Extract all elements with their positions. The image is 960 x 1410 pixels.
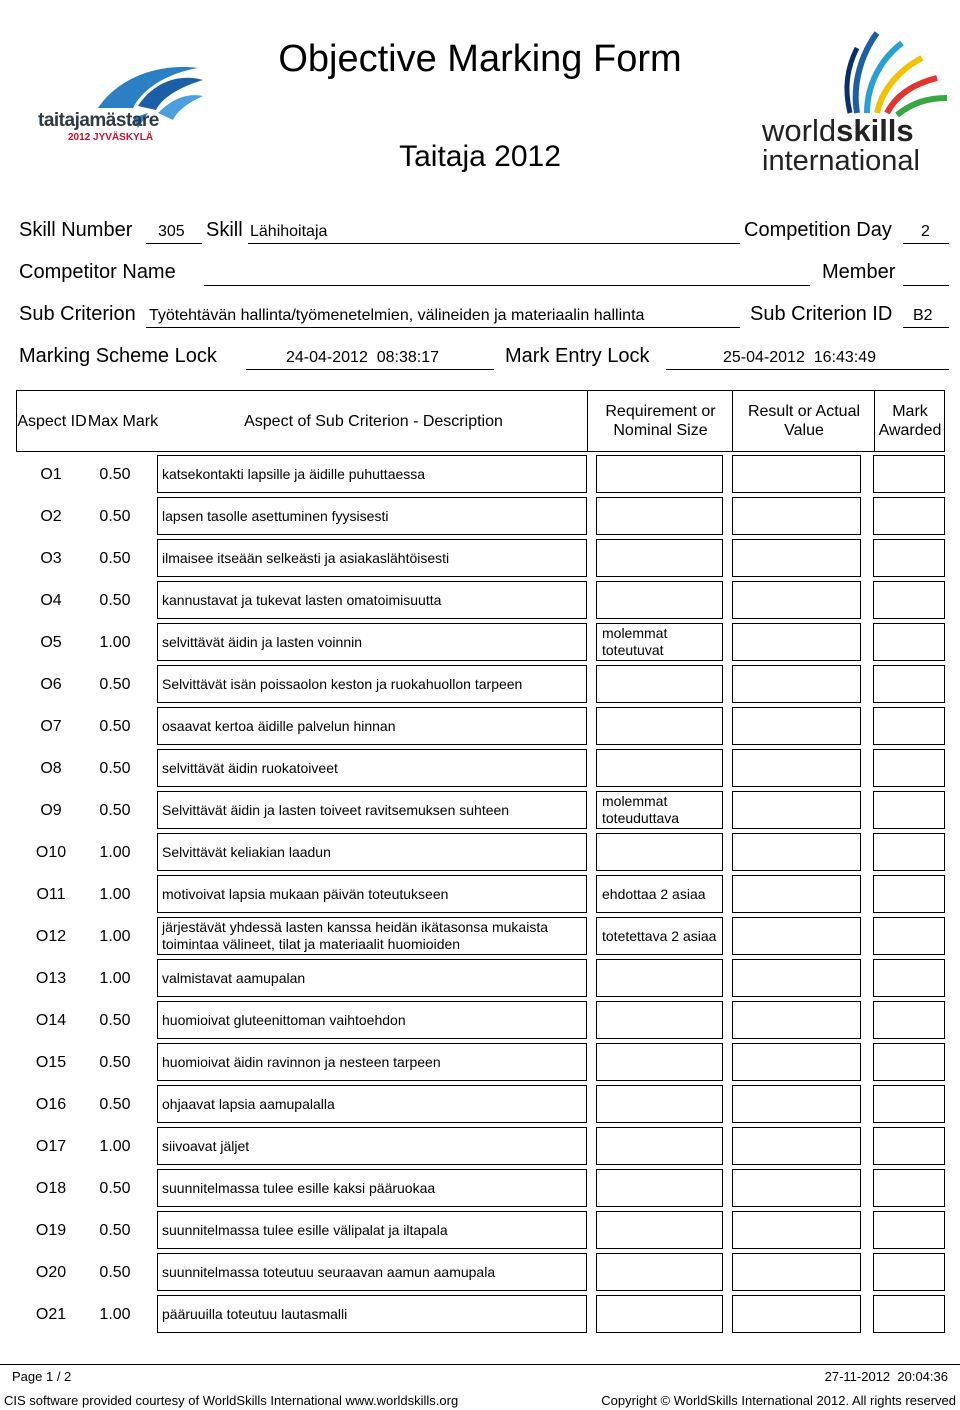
requirement-cell <box>596 707 723 745</box>
requirement-cell <box>596 1169 723 1207</box>
competitor-name-label: Competitor Name <box>19 261 176 283</box>
page-number: Page 1 / 2 <box>12 1369 72 1384</box>
marking-scheme-lock-underline <box>246 369 494 370</box>
skill-label: Skill <box>206 219 243 241</box>
mark-awarded-cell[interactable] <box>873 455 945 493</box>
competition-day-value: 2 <box>921 223 930 240</box>
description-text: ohjaavat lapsia aamupalalla <box>162 1095 335 1112</box>
result-cell[interactable] <box>732 623 861 661</box>
taitaja-logo-line2: 2012 JYVÄSKYLÄ <box>68 132 154 143</box>
mark-awarded-cell[interactable] <box>873 1169 945 1207</box>
table-row <box>0 1082 960 1124</box>
description-text: kannustavat ja tukevat lasten omatoimisuutta <box>162 591 442 608</box>
table-row <box>0 998 960 1040</box>
result-cell[interactable] <box>732 1085 861 1123</box>
description-text: suunnitelmassa tulee esille kaksi pääruokaa <box>162 1179 436 1196</box>
description-cell <box>157 875 587 913</box>
mark-awarded-cell[interactable] <box>873 1043 945 1081</box>
description-cell <box>157 581 587 619</box>
sub-criterion-id-underline <box>903 327 949 328</box>
description-text: pääruuilla toteutuu lautasmalli <box>162 1305 348 1322</box>
requirement-cell <box>596 665 723 703</box>
description-cell <box>157 1043 587 1081</box>
description-text: motivoivat lapsia mukaan päivän toteutukseen <box>162 885 449 902</box>
table-row <box>0 494 960 536</box>
description-cell <box>157 1295 587 1333</box>
requirement-cell <box>596 1211 723 1249</box>
table-row <box>0 830 960 872</box>
aspect-id: O20 <box>35 1264 67 1281</box>
skill-value: Lähihoitaja <box>250 223 328 240</box>
table-row <box>0 536 960 578</box>
description-text: huomioivat gluteenittoman vaihtoehdon <box>162 1011 406 1028</box>
aspect-id: O1 <box>40 466 62 483</box>
marking-scheme-lock-value: 24-04-2012 08:38:17 <box>286 349 440 366</box>
requirement-cell <box>596 1001 723 1039</box>
max-mark: 0.50 <box>99 802 131 819</box>
requirement-cell <box>596 1295 723 1333</box>
result-cell[interactable] <box>732 749 861 787</box>
competitor-name-underline <box>204 285 810 286</box>
header-aspect-id: Aspect ID <box>17 412 87 430</box>
mark-awarded-cell[interactable] <box>873 707 945 745</box>
description-cell <box>157 833 587 871</box>
mark-awarded-cell[interactable] <box>873 1253 945 1291</box>
aspect-id: O17 <box>35 1138 67 1155</box>
table-row <box>0 1250 960 1292</box>
mark-awarded-cell[interactable] <box>873 1211 945 1249</box>
result-cell[interactable] <box>732 1043 861 1081</box>
aspect-id: O12 <box>35 928 67 945</box>
description-cell <box>157 1127 587 1165</box>
aspect-id: O14 <box>35 1012 67 1029</box>
mark-awarded-cell[interactable] <box>873 917 945 955</box>
mark-awarded-cell[interactable] <box>873 833 945 871</box>
result-cell[interactable] <box>732 1211 861 1249</box>
aspect-id: O16 <box>35 1096 67 1113</box>
skill-number-label: Skill Number <box>19 219 133 241</box>
description-text: Selvittävät keliakian laadun <box>162 843 331 860</box>
max-mark: 1.00 <box>99 1306 131 1323</box>
result-cell[interactable] <box>732 539 861 577</box>
max-mark: 0.50 <box>99 1180 131 1197</box>
result-cell[interactable] <box>732 1001 861 1039</box>
mark-awarded-cell[interactable] <box>873 665 945 703</box>
marking-scheme-lock-label: Marking Scheme Lock <box>19 345 217 367</box>
aspect-id: O21 <box>35 1306 67 1323</box>
requirement-cell <box>596 959 723 997</box>
aspect-id: O8 <box>40 760 62 777</box>
form-title: Objective Marking Form <box>278 38 682 80</box>
description-cell <box>157 1169 587 1207</box>
mark-entry-lock-underline <box>666 369 949 370</box>
requirement-cell <box>596 749 723 787</box>
result-cell[interactable] <box>732 959 861 997</box>
table-header <box>16 390 945 452</box>
result-cell[interactable] <box>732 665 861 703</box>
requirement-cell <box>596 623 723 661</box>
result-cell[interactable] <box>732 1127 861 1165</box>
max-mark: 0.50 <box>99 1054 131 1071</box>
max-mark: 0.50 <box>99 550 131 567</box>
competition-day-label: Competition Day <box>744 219 892 241</box>
skill-number-underline <box>146 243 202 244</box>
aspect-id: O11 <box>36 886 66 903</box>
taitaja-logo-line1: taitajamästare <box>38 110 159 131</box>
requirement-cell <box>596 581 723 619</box>
description-text: ilmaisee itseään selkeästi ja asiakaslähtöisesti <box>162 549 450 566</box>
table-row <box>0 704 960 746</box>
aspect-id: O6 <box>40 676 62 693</box>
description-cell <box>157 455 587 493</box>
table-row <box>0 620 960 662</box>
description-cell <box>157 707 587 745</box>
result-cell[interactable] <box>732 875 861 913</box>
result-cell[interactable] <box>732 833 861 871</box>
header-description: Aspect of Sub Criterion - Description <box>244 412 503 430</box>
mark-awarded-cell[interactable] <box>873 1127 945 1165</box>
description-text: järjestävät yhdessä lasten kanssa heidän ikätasonsa mukaista toimintaa välineet, tilat ja materiaalit huomioiden <box>162 919 548 952</box>
mark-awarded-cell[interactable] <box>873 959 945 997</box>
result-cell[interactable] <box>732 1169 861 1207</box>
table-row <box>0 578 960 620</box>
courtesy-text: CIS software provided courtesy of WorldSkills International www.worldskills.org <box>4 1393 459 1408</box>
description-cell <box>157 791 587 829</box>
footer-rule <box>0 1364 960 1365</box>
mark-awarded-cell[interactable] <box>873 581 945 619</box>
description-text: selvittävät äidin ruokatoiveet <box>162 759 338 776</box>
table-row <box>0 452 960 494</box>
description-cell <box>157 1211 587 1249</box>
requirement-cell <box>596 917 723 955</box>
aspect-id: O3 <box>40 550 62 567</box>
result-cell[interactable] <box>732 497 861 535</box>
aspect-id: O18 <box>35 1180 67 1197</box>
description-text: suunnitelmassa tulee esille välipalat ja iltapala <box>162 1221 448 1238</box>
aspect-id: O19 <box>35 1222 67 1239</box>
mark-awarded-cell[interactable] <box>873 749 945 787</box>
max-mark: 1.00 <box>99 634 131 651</box>
competition-day-underline <box>903 243 949 244</box>
requirement-cell <box>596 1043 723 1081</box>
mark-entry-lock-value: 25-04-2012 16:43:49 <box>723 349 877 366</box>
description-cell <box>157 497 587 535</box>
max-mark: 0.50 <box>99 718 131 735</box>
description-cell <box>157 623 587 661</box>
event-title: Taitaja 2012 <box>399 140 561 173</box>
description-text: selvittävät äidin ja lasten voinnin <box>162 633 363 650</box>
aspect-id: O4 <box>40 592 62 609</box>
aspect-id: O10 <box>35 844 67 861</box>
table-row <box>0 914 960 956</box>
description-text: huomioivat äidin ravinnon ja nesteen tarpeen <box>162 1053 441 1070</box>
aspect-id: O2 <box>40 508 62 525</box>
result-cell[interactable] <box>732 707 861 745</box>
result-cell[interactable] <box>732 1295 861 1333</box>
description-text: Selvittävät isän poissaolon keston ja ruokahuollon tarpeen <box>162 675 523 692</box>
table-row <box>0 956 960 998</box>
requirement-cell <box>596 539 723 577</box>
description-text: lapsen tasolle asettuminen fyysisesti <box>162 507 389 524</box>
description-text: osaavat kertoa äidille palvelun hinnan <box>162 717 396 734</box>
header-result: Result or Actual Value <box>747 403 861 439</box>
member-label: Member <box>822 261 896 283</box>
aspect-id: O7 <box>40 718 62 735</box>
description-cell <box>157 539 587 577</box>
description-text: suunnitelmassa toteutuu seuraavan aamun aamupala <box>162 1263 496 1280</box>
table-row <box>0 1208 960 1250</box>
table-row <box>0 1292 960 1334</box>
max-mark: 0.50 <box>99 676 131 693</box>
header-mark-awarded: Mark Awarded <box>878 403 942 439</box>
max-mark: 0.50 <box>99 466 131 483</box>
aspect-id: O9 <box>40 802 62 819</box>
mark-awarded-cell[interactable] <box>873 623 945 661</box>
requirement-text: totetettava 2 asiaa <box>602 927 717 944</box>
sub-criterion-id-label: Sub Criterion ID <box>750 303 893 325</box>
mark-awarded-cell[interactable] <box>873 1295 945 1333</box>
skill-number-value: 305 <box>158 223 185 240</box>
header-requirement: Requirement or Nominal Size <box>605 403 716 439</box>
table-row <box>0 746 960 788</box>
max-mark: 0.50 <box>99 592 131 609</box>
description-cell <box>157 1001 587 1039</box>
requirement-cell <box>596 791 723 829</box>
mark-awarded-cell[interactable] <box>873 1085 945 1123</box>
table-row <box>0 662 960 704</box>
max-mark: 1.00 <box>99 970 131 987</box>
max-mark: 0.50 <box>99 760 131 777</box>
requirement-cell <box>596 833 723 871</box>
worldskills-logo-international: international <box>762 145 920 177</box>
description-text: Selvittävät äidin ja lasten toiveet ravitsemuksen suhteen <box>162 801 510 818</box>
max-mark: 1.00 <box>99 844 131 861</box>
result-cell[interactable] <box>732 581 861 619</box>
copyright-text: Copyright © WorldSkills International 2012. All rights reserved <box>601 1393 956 1408</box>
description-cell <box>157 917 587 955</box>
result-cell[interactable] <box>732 917 861 955</box>
requirement-text: molemmat toteutuvat <box>602 625 668 658</box>
description-cell <box>157 749 587 787</box>
description-cell <box>157 665 587 703</box>
sub-criterion-underline <box>146 327 740 328</box>
result-cell[interactable] <box>732 1253 861 1291</box>
sub-criterion-value: Työtehtävän hallinta/työmenetelmien, välineiden ja materiaalin hallinta <box>149 307 645 324</box>
description-text: siivoavat jäljet <box>162 1137 250 1154</box>
table-row <box>0 788 960 830</box>
table-row <box>0 1040 960 1082</box>
requirement-cell <box>596 1127 723 1165</box>
result-cell[interactable] <box>732 791 861 829</box>
table-row <box>0 872 960 914</box>
worldskills-logo-world: world <box>762 113 837 148</box>
description-cell <box>157 959 587 997</box>
max-mark: 0.50 <box>99 1096 131 1113</box>
max-mark: 0.50 <box>99 508 131 525</box>
description-cell <box>157 1253 587 1291</box>
table-row <box>0 1124 960 1166</box>
description-cell <box>157 1085 587 1123</box>
max-mark: 0.50 <box>99 1264 131 1281</box>
requirement-cell <box>596 1253 723 1291</box>
aspect-id: O5 <box>40 634 62 651</box>
description-text: valmistavat aamupalan <box>162 969 306 986</box>
max-mark: 0.50 <box>99 1222 131 1239</box>
requirement-cell <box>596 455 723 493</box>
sub-criterion-label: Sub Criterion <box>19 303 136 325</box>
description-text: katsekontakti lapsille ja äidille puhuttaessa <box>162 465 426 482</box>
mark-awarded-cell[interactable] <box>873 1001 945 1039</box>
result-cell[interactable] <box>732 455 861 493</box>
mark-awarded-cell[interactable] <box>873 539 945 577</box>
requirement-text: ehdottaa 2 asiaa <box>602 885 706 902</box>
sub-criterion-id-value: B2 <box>913 307 933 324</box>
mark-entry-lock-label: Mark Entry Lock <box>505 345 650 367</box>
max-mark: 1.00 <box>99 928 131 945</box>
member-underline <box>903 285 949 286</box>
requirement-cell <box>596 1085 723 1123</box>
max-mark: 0.50 <box>99 1012 131 1029</box>
worldskills-logo-skills: skills <box>836 113 914 148</box>
aspect-id: O15 <box>35 1054 67 1071</box>
mark-awarded-cell[interactable] <box>873 791 945 829</box>
skill-underline <box>248 243 740 244</box>
aspect-id: O13 <box>35 970 67 987</box>
mark-awarded-cell[interactable] <box>873 875 945 913</box>
table-row <box>0 1166 960 1208</box>
requirement-cell <box>596 875 723 913</box>
print-timestamp: 27-11-2012 20:04:36 <box>824 1369 948 1384</box>
requirement-text: molemmat toteuduttava <box>602 793 680 826</box>
header-max-mark: Max Mark <box>87 412 159 430</box>
requirement-cell <box>596 497 723 535</box>
max-mark: 1.00 <box>99 1138 131 1155</box>
max-mark: 1.00 <box>99 886 131 903</box>
mark-awarded-cell[interactable] <box>873 497 945 535</box>
